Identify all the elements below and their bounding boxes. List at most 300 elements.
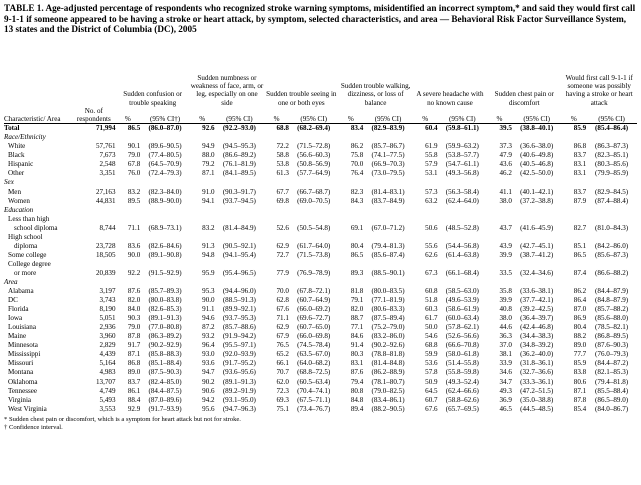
- cell-percent: 86.8: [573, 142, 587, 151]
- cell-percent: 84.8: [350, 395, 364, 404]
- cell-percent: 83.1: [573, 169, 587, 178]
- cell-ci: (58.0–61.8): [445, 350, 479, 359]
- cell-percent: 83.2: [202, 223, 215, 232]
- cell-percent: 82.0: [127, 296, 141, 305]
- cell-percent: 83.8: [573, 368, 587, 377]
- cell-ci: (85.7–88.2): [595, 305, 629, 314]
- cell-percent: 87.0: [573, 305, 587, 314]
- cell-ci: (80.0–83.8): [148, 296, 182, 305]
- cell-ci: (55.8–59.8): [445, 368, 479, 377]
- cell-ci: (42.4–46.8): [520, 323, 554, 332]
- cell-percent: 33.5: [499, 268, 512, 277]
- cell-ci: (73.4–76.7): [297, 404, 331, 413]
- table-row: [4, 323, 637, 332]
- cell-ci: (57.7–64.9): [297, 169, 331, 178]
- header-pct-4: %: [347, 114, 354, 123]
- header-ci-4: (95% CI): [374, 114, 402, 123]
- cell-ci: (86.8–89.5): [595, 332, 629, 341]
- cell-ci: (82.3–84.0): [148, 187, 182, 196]
- cell-percent: 91.7: [127, 341, 141, 350]
- cell-percent: 83.1: [573, 160, 587, 169]
- row-respondents: 2,548: [99, 160, 116, 169]
- row-label: White: [8, 142, 26, 151]
- cell-percent: 80.6: [573, 377, 587, 386]
- row-respondents: 8,744: [99, 223, 116, 232]
- cell-ci: (85.7–89.3): [148, 287, 182, 296]
- cell-percent: 82.3: [350, 187, 364, 196]
- cell-percent: 62.6: [425, 250, 438, 259]
- cell-ci: (83.4–86.1): [371, 395, 405, 404]
- cell-percent: 87.6: [127, 287, 141, 296]
- cell-ci: (54.4–56.8): [445, 241, 479, 250]
- cell-ci: (86.6–88.2): [595, 268, 629, 277]
- cell-ci: (86.3–89.2): [148, 332, 182, 341]
- cell-ci: (60.7–64.9): [297, 296, 331, 305]
- cell-percent: 75.8: [350, 151, 364, 160]
- cell-ci: (79.0–82.5): [371, 386, 405, 395]
- cell-percent: 83.2: [127, 187, 141, 196]
- cell-ci: (93.1–95.0): [222, 395, 256, 404]
- footnote-1: * Sudden chest pain or discomfort, which is a symptom for heart attack but not for stroke.: [4, 415, 241, 423]
- section-label: Area: [4, 277, 18, 286]
- row-respondents: 7,673: [99, 151, 116, 160]
- cell-ci: (85.6–87.4): [371, 250, 405, 259]
- row-respondents: 4,749: [99, 386, 116, 395]
- header-pct-3: %: [273, 114, 280, 123]
- cell-percent: 82.7: [573, 223, 587, 232]
- cell-percent: 58.8: [276, 151, 289, 160]
- cell-percent: 39.9: [499, 250, 512, 259]
- cell-ci: (79.4–81.3): [371, 241, 405, 250]
- cell-ci: (58.5–63.0): [445, 287, 479, 296]
- table-row: [4, 142, 637, 151]
- cell-ci: (56.6–60.3): [297, 151, 331, 160]
- cell-ci: (94.5–95.3): [222, 142, 256, 151]
- cell-ci: (63.5–67.0): [297, 350, 331, 359]
- cell-percent: 91.3: [202, 241, 215, 250]
- cell-ci: (61.7–64.0): [297, 241, 331, 250]
- cell-percent: 87.1: [202, 169, 215, 178]
- table-row: [4, 378, 637, 387]
- cell-ci: (42.5–50.0): [520, 169, 554, 178]
- cell-percent: 85.9: [573, 359, 587, 368]
- header-pct-5: %: [422, 114, 429, 123]
- cell-percent: 90.1: [127, 142, 141, 151]
- cell-percent: 90.0: [202, 296, 215, 305]
- cell-percent: 80.4: [573, 323, 587, 332]
- row-label: West Virginia: [8, 404, 47, 413]
- cell-ci: (66.9–70.3): [371, 160, 405, 169]
- row-respondents: 3,743: [99, 296, 116, 305]
- cell-percent: 87.1: [573, 386, 587, 395]
- cell-percent: 62.9: [276, 323, 289, 332]
- cell-percent: 67.9: [276, 332, 289, 341]
- group-header-confusion: Sudden confusion or trouble speaking: [123, 90, 183, 107]
- cell-percent: 44.6: [499, 323, 512, 332]
- group-header-chest-pain: Sudden chest pain or discomfort: [494, 90, 554, 107]
- cell-ci: (42.7–45.1): [520, 241, 554, 250]
- table-row: [4, 359, 637, 368]
- cell-ci: (71.5–72.8): [297, 142, 331, 151]
- cell-percent: 36.3: [499, 332, 512, 341]
- cell-percent: 86.5: [127, 124, 141, 133]
- header-pct-2: %: [199, 114, 206, 123]
- cell-percent: 55.8: [425, 151, 438, 160]
- cell-percent: 83.4: [350, 124, 364, 133]
- cell-ci: (85.7–86.7): [371, 142, 405, 151]
- row-respondents: 2,829: [99, 341, 116, 350]
- cell-ci: (83.7–84.9): [371, 196, 405, 205]
- cell-ci: (87.5–89.4): [371, 314, 405, 323]
- row-label: Minnesota: [8, 341, 38, 350]
- row-respondents: 5,164: [99, 359, 116, 368]
- cell-ci: (79.4–81.8): [595, 377, 629, 386]
- cell-percent: 80.4: [350, 241, 364, 250]
- row-respondents: 3,197: [99, 287, 116, 296]
- header-group-row: [4, 37, 637, 107]
- cell-ci: (95.5–97.1): [222, 341, 256, 350]
- cell-percent: 62.8: [276, 296, 289, 305]
- cell-ci: (68.2–69.4): [297, 124, 331, 133]
- cell-ci: (81.4–83.1): [371, 187, 405, 196]
- cell-percent: 50.6: [425, 223, 438, 232]
- cell-percent: 69.8: [276, 196, 289, 205]
- row-label: Less than high school diploma: [8, 214, 58, 232]
- cell-percent: 87.8: [573, 395, 587, 404]
- cell-ci: (85.7–88.6): [222, 323, 256, 332]
- cell-ci: (86.3–87.3): [595, 142, 629, 151]
- header-pct-1: %: [124, 114, 131, 123]
- cell-percent: 71.1: [127, 223, 141, 232]
- cell-ci: (77.0–80.8): [148, 323, 182, 332]
- table-row: [4, 160, 637, 169]
- cell-ci: (67.8–72.1): [297, 287, 331, 296]
- cell-percent: 90.3: [127, 314, 141, 323]
- cell-percent: 62.0: [276, 377, 289, 386]
- cell-percent: 50.0: [425, 323, 438, 332]
- cell-percent: 70.0: [276, 287, 289, 296]
- section-label: Sex: [4, 178, 14, 187]
- cell-ci: (38.7–41.2): [520, 250, 554, 259]
- cell-percent: 87.4: [573, 268, 587, 277]
- cell-ci: (33.6–38.1): [520, 287, 554, 296]
- footnote-2: † Confidence interval.: [4, 423, 63, 431]
- cell-percent: 67.8: [127, 160, 141, 169]
- cell-ci: (40.6–49.8): [520, 151, 554, 160]
- row-respondents: 57,761: [95, 142, 116, 151]
- cell-percent: 79.2: [202, 160, 215, 169]
- header-ci-7: (95% CI): [598, 114, 625, 123]
- header-ci-1: (95% CI†): [149, 114, 181, 123]
- cell-ci: (80.6–83.3): [371, 305, 405, 314]
- cell-percent: 67.7: [276, 187, 289, 196]
- cell-ci: (66.1–68.4): [445, 268, 479, 277]
- cell-percent: 39.9: [499, 296, 512, 305]
- cell-percent: 33.9: [499, 359, 512, 368]
- cell-percent: 86.2: [573, 287, 587, 296]
- cell-ci: (59.8–61.1): [445, 124, 479, 133]
- cell-percent: 37.0: [499, 341, 512, 350]
- cell-percent: 41.1: [499, 187, 512, 196]
- table-row: [4, 215, 637, 233]
- table-row: [4, 396, 637, 405]
- cell-percent: 64.5: [425, 386, 438, 395]
- cell-ci: (81.4–84.8): [371, 359, 405, 368]
- cell-percent: 43.9: [499, 241, 512, 250]
- cell-percent: 93.0: [202, 350, 215, 359]
- header-characteristic: Characteristic/ Area: [4, 114, 61, 123]
- cell-percent: 69.1: [350, 223, 364, 232]
- cell-percent: 60.4: [425, 124, 438, 133]
- cell-percent: 72.3: [276, 386, 289, 395]
- cell-percent: 57.8: [425, 368, 438, 377]
- cell-percent: 38.1: [499, 350, 512, 359]
- row-respondents: 3,351: [99, 169, 116, 178]
- cell-ci: (40.5–46.8): [520, 160, 554, 169]
- cell-ci: (75.2–79.0): [371, 323, 405, 332]
- row-label: Florida: [8, 305, 29, 314]
- cell-percent: 96.4: [202, 341, 215, 350]
- cell-ci: (84.4–87.9): [595, 287, 629, 296]
- cell-percent: 43.7: [499, 223, 512, 232]
- table-row: [4, 287, 637, 296]
- header-ci-2: (95% CI): [226, 114, 253, 123]
- cell-percent: 40.8: [499, 305, 512, 314]
- row-label: Hispanic: [8, 160, 34, 169]
- cell-ci: (52.6–56.6): [445, 332, 479, 341]
- cell-ci: (65.7–69.5): [445, 404, 479, 413]
- row-label: Louisiana: [8, 323, 36, 332]
- cell-ci: (84.2–86.0): [595, 241, 629, 250]
- cell-ci: (69.0–70.5): [297, 196, 331, 205]
- row-label: Black: [8, 151, 25, 160]
- cell-percent: 81.8: [350, 287, 364, 296]
- cell-ci: (89.6–90.5): [148, 142, 182, 151]
- cell-percent: 63.2: [425, 196, 438, 205]
- cell-ci: (37.2–38.8): [520, 196, 554, 205]
- row-label: Some college: [8, 250, 47, 259]
- group-header-headache: A severe headache with no known cause: [416, 90, 484, 107]
- cell-ci: (64.0–68.2): [297, 359, 331, 368]
- row-respondents: 3,553: [99, 404, 116, 413]
- cell-ci: (68.8–72.5): [297, 368, 331, 377]
- cell-ci: (62.4–64.0): [445, 196, 479, 205]
- header-pct-7: %: [570, 114, 577, 123]
- cell-ci: (36.2–40.0): [520, 350, 554, 359]
- cell-percent: 94.8: [202, 250, 215, 259]
- cell-ci: (94.1–95.4): [222, 250, 256, 259]
- cell-ci: (92.2–93.0): [222, 124, 256, 133]
- cell-percent: 66.1: [276, 359, 289, 368]
- cell-percent: 87.1: [127, 350, 141, 359]
- cell-percent: 89.0: [573, 341, 587, 350]
- cell-ci: (66.6–70.8): [445, 341, 479, 350]
- cell-percent: 86.1: [127, 386, 141, 395]
- cell-ci: (94.7–96.3): [222, 404, 256, 413]
- cell-percent: 83.7: [573, 187, 587, 196]
- table-section-row: [4, 206, 637, 215]
- header-ci-3: (95% CI): [300, 114, 327, 123]
- cell-percent: 57.9: [425, 160, 438, 169]
- cell-ci: (87.4–88.4): [595, 196, 629, 205]
- row-label: Missouri: [8, 359, 34, 368]
- cell-ci: (82.9–83.9): [371, 124, 405, 133]
- stroke-symptoms-table: [4, 37, 637, 414]
- header-ci-6: (95% CI): [523, 114, 550, 123]
- cell-percent: 87.8: [127, 332, 141, 341]
- cell-percent: 77.7: [573, 350, 587, 359]
- table-section-row: [4, 133, 637, 142]
- row-label: Iowa: [8, 314, 23, 323]
- row-respondents: 27,163: [95, 187, 116, 196]
- cell-ci: (82.6–85.3): [148, 305, 182, 314]
- cell-percent: 60.3: [425, 305, 438, 314]
- table-row: [4, 314, 637, 323]
- cell-ci: (40.1–42.1): [520, 187, 554, 196]
- cell-percent: 85.4: [573, 404, 587, 413]
- cell-percent: 91.1: [202, 305, 215, 314]
- cell-percent: 94.6: [202, 314, 215, 323]
- cell-ci: (90.5–92.1): [222, 241, 256, 250]
- cell-ci: (88.5–90.1): [371, 268, 405, 277]
- cell-ci: (44.5–48.5): [520, 404, 554, 413]
- cell-ci: (85.4–86.4): [595, 124, 629, 133]
- table-row: [4, 341, 637, 350]
- table-row: [4, 260, 637, 278]
- cell-percent: 38.0: [499, 196, 512, 205]
- cell-ci: (89.1–91.3): [148, 314, 182, 323]
- cell-percent: 60.8: [425, 287, 438, 296]
- cell-percent: 92.2: [127, 268, 141, 277]
- row-label: Oklahoma: [8, 377, 38, 386]
- cell-ci: (79.9–85.9): [595, 169, 629, 178]
- cell-percent: 34.6: [499, 368, 512, 377]
- footnotes: [4, 415, 637, 432]
- cell-ci: (60.0–63.4): [445, 314, 479, 323]
- cell-ci: (80.0–83.5): [371, 287, 405, 296]
- cell-ci: (88.9–90.0): [148, 196, 182, 205]
- cell-ci: (91.9–94.2): [222, 332, 256, 341]
- cell-ci: (76.1–81.9): [222, 160, 256, 169]
- cell-percent: 46.5: [499, 404, 512, 413]
- cell-ci: (60.7–65.0): [297, 323, 331, 332]
- cell-ci: (84.8–87.9): [595, 296, 629, 305]
- group-header-numbness: Sudden numbness or weakness of face, arm, or leg, especially on one side: [190, 73, 264, 107]
- cell-percent: 36.9: [499, 395, 512, 404]
- cell-ci: (87.5–90.3): [148, 368, 182, 377]
- cell-ci: (81.0–84.3): [595, 223, 629, 232]
- cell-ci: (90.3–91.7): [222, 187, 256, 196]
- cell-percent: 57.3: [425, 187, 438, 196]
- cell-ci: (84.4–87.5): [148, 386, 182, 395]
- cell-ci: (68.9–73.1): [148, 223, 182, 232]
- cell-ci: (80.3–85.6): [595, 160, 629, 169]
- cell-percent: 89.0: [127, 368, 141, 377]
- cell-percent: 83.7: [127, 377, 141, 386]
- cell-ci: (50.8–56.9): [297, 160, 331, 169]
- cell-percent: 72.7: [276, 250, 289, 259]
- cell-ci: (37.7–42.1): [520, 296, 554, 305]
- cell-percent: 89.4: [350, 404, 364, 413]
- cell-ci: (78.8–81.8): [371, 350, 405, 359]
- cell-ci: (36.4–39.7): [520, 314, 554, 323]
- cell-ci: (86.5–89.0): [595, 395, 629, 404]
- cell-percent: 54.6: [425, 332, 438, 341]
- table-row: [4, 368, 637, 377]
- cell-percent: 43.6: [499, 160, 512, 169]
- cell-percent: 86.4: [573, 296, 587, 305]
- cell-ci: (74.1–77.5): [371, 151, 405, 160]
- cell-ci: (84.4–87.2): [595, 359, 629, 368]
- cell-ci: (85.5–88.4): [595, 386, 629, 395]
- table-row: [4, 332, 637, 341]
- row-label: Mississippi: [8, 350, 41, 359]
- cell-ci: (59.9–63.2): [445, 142, 479, 151]
- cell-percent: 49.3: [499, 386, 512, 395]
- cell-ci: (34.4–38.3): [520, 332, 554, 341]
- cell-ci: (91.7–95.2): [222, 359, 256, 368]
- cell-ci: (34.8–39.2): [520, 341, 554, 350]
- cell-ci: (66.0–69.2): [297, 305, 331, 314]
- cell-percent: 55.6: [425, 241, 438, 250]
- cell-percent: 86.5: [573, 250, 587, 259]
- cell-ci: (86.0–87.0): [148, 124, 182, 133]
- cell-percent: 95.9: [202, 268, 215, 277]
- cell-percent: 76.0: [127, 169, 141, 178]
- row-respondents: 23,728: [95, 241, 116, 250]
- cell-ci: (85.6–88.0): [595, 314, 629, 323]
- cell-percent: 65.2: [276, 350, 289, 359]
- table-row: [4, 405, 637, 414]
- cell-percent: 77.9: [276, 268, 289, 277]
- cell-ci: (93.7–95.3): [222, 314, 256, 323]
- cell-ci: (67.5–71.1): [297, 395, 331, 404]
- cell-ci: (53.8–57.7): [445, 151, 479, 160]
- table-section-row: [4, 278, 637, 287]
- cell-ci: (94.4–96.0): [222, 287, 256, 296]
- cell-ci: (90.2–92.6): [371, 341, 405, 350]
- row-respondents: 8,190: [99, 305, 116, 314]
- cell-ci: (77.4–80.5): [148, 151, 182, 160]
- row-respondents: 13,707: [95, 377, 116, 386]
- cell-percent: 67.3: [425, 268, 438, 277]
- table-row: [4, 350, 637, 359]
- cell-percent: 90.6: [202, 386, 215, 395]
- cell-percent: 68.8: [276, 124, 289, 133]
- cell-ci: (72.4–79.3): [148, 169, 182, 178]
- cell-percent: 50.9: [425, 377, 438, 386]
- cell-percent: 93.6: [202, 359, 215, 368]
- cell-ci: (85.8–88.3): [148, 350, 182, 359]
- cell-percent: 93.2: [202, 332, 215, 341]
- cell-ci: (56.3–58.4): [445, 187, 479, 196]
- cell-ci: (89.9–92.1): [222, 305, 256, 314]
- page-title: TABLE 1. Age-adjusted percentage of respondents who recognized stroke warning symptoms, misidentified an incorrect symptom,* and said they would first call 9-1-1 if someone appeared to be having a stroke or heart attack, by symptom, selected characteristics, and area — Behavioral Risk Factor Surveillance System, 13 states and the District of Columbia (DC), 2005: [4, 3, 636, 35]
- table-row: [4, 387, 637, 396]
- cell-percent: 76.5: [276, 341, 289, 350]
- cell-percent: 52.6: [276, 223, 289, 232]
- cell-percent: 92.9: [127, 404, 141, 413]
- cell-ci: (82.1–85.3): [595, 368, 629, 377]
- table-head: [4, 37, 637, 124]
- table-section-row: [4, 178, 637, 187]
- group-header-call-911: Would first call 9-1-1 if someone was possibly having a stroke or heart attack: [565, 73, 633, 107]
- cell-percent: 83.1: [350, 359, 364, 368]
- cell-percent: 94.1: [202, 196, 215, 205]
- cell-percent: 94.7: [202, 368, 215, 377]
- cell-ci: (39.2–42.5): [520, 305, 554, 314]
- cell-percent: 94.9: [202, 142, 215, 151]
